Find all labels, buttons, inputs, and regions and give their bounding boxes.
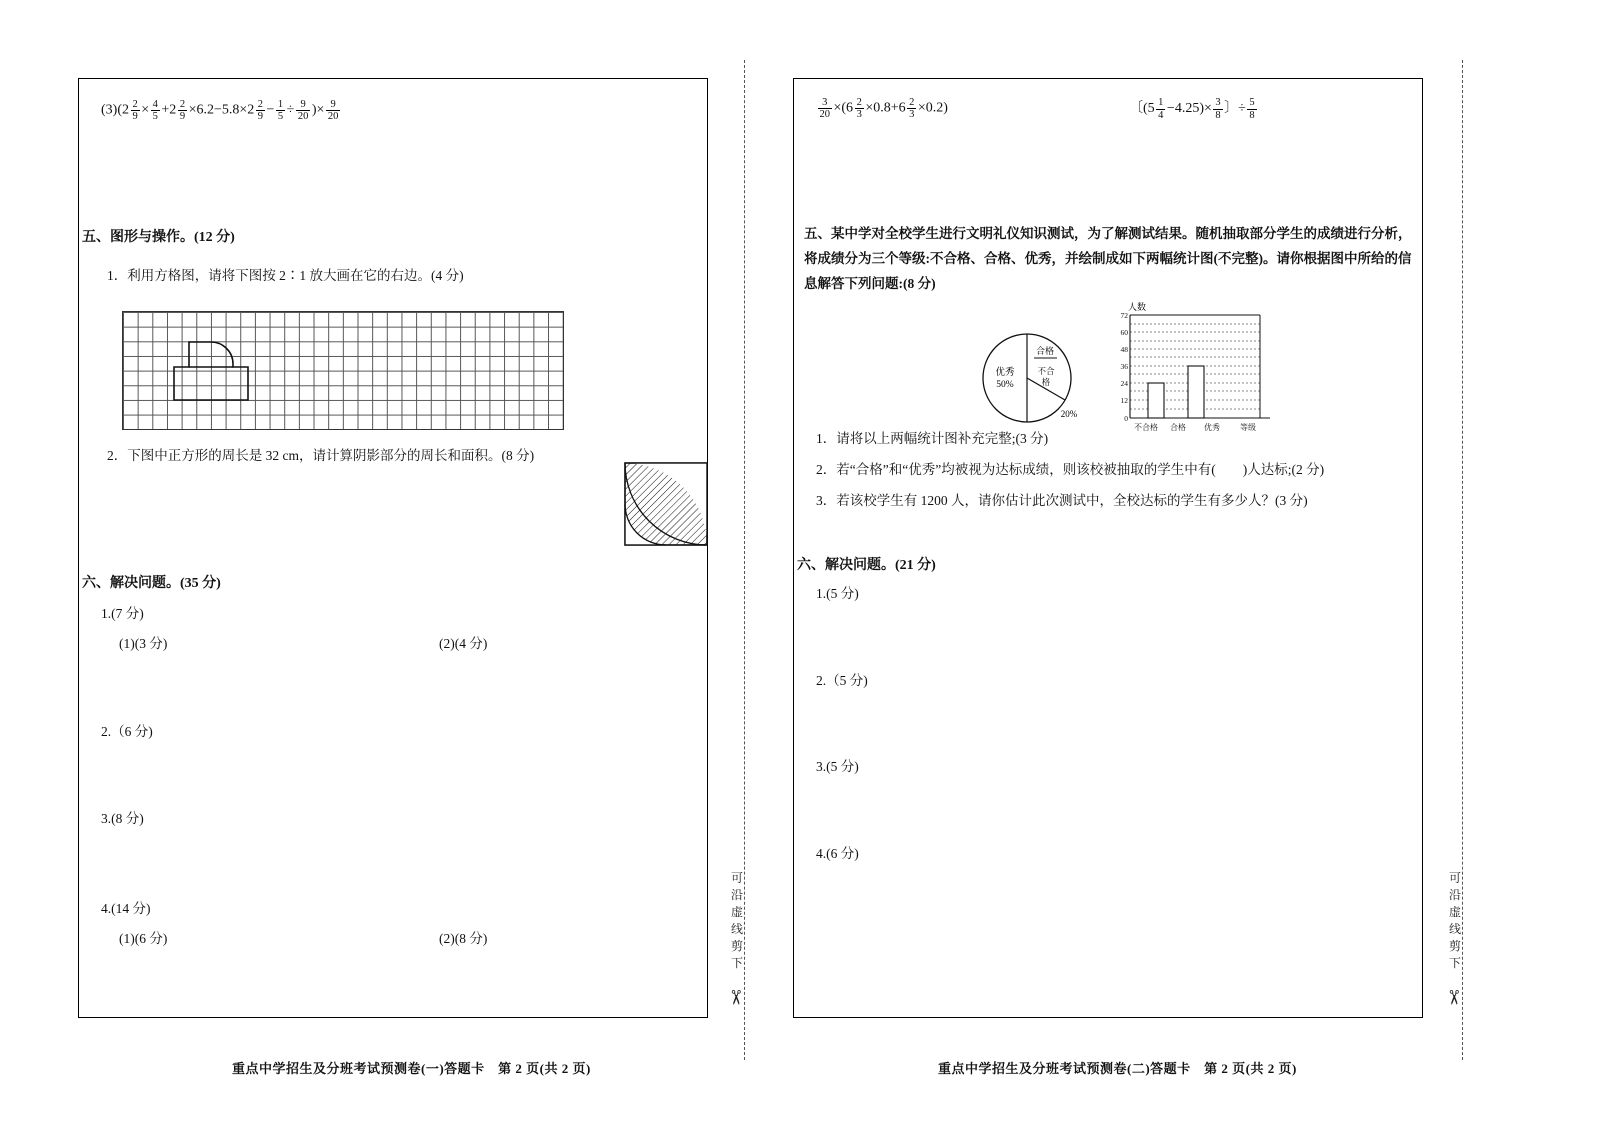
svg-text:12: 12 (1120, 396, 1128, 405)
shaded-square-figure (624, 462, 708, 546)
left-item-1-1: (1)(3 分) (119, 636, 168, 651)
right-item-4: 4.(6 分) (816, 846, 859, 861)
svg-text:24: 24 (1120, 379, 1128, 388)
scissors-icon: ✂ (1441, 989, 1464, 1006)
grid-shape-drawing (123, 312, 563, 429)
left-q1-text: 1．利用方格图，请将下图按 2∶1 放大画在它的右边。(4 分) (107, 268, 464, 283)
svg-text:人数: 人数 (1128, 302, 1147, 312)
cut-instruction-right: 可沿虚线剪下 (1448, 871, 1461, 970)
left-section6-title: 六、解决问题。(35 分) (82, 576, 221, 591)
left-item-1: 1.(7 分) (101, 606, 144, 621)
svg-text:50%: 50% (996, 380, 1014, 390)
svg-text:优秀: 优秀 (1204, 423, 1220, 432)
left-item-4-1: (1)(6 分) (119, 931, 168, 946)
right-q3-text: 3．若该校学生有 1200 人，请你估计此次测试中，全校达标的学生有多少人？(3 分) (816, 493, 1308, 508)
right-q2-text: 2．若“合格”和“优秀”均被视为达标成绩，则该校被抽取的学生中有( )人达标;(2 分) (816, 462, 1325, 477)
svg-text:36: 36 (1120, 362, 1128, 371)
right-item-1: 1.(5 分) (816, 586, 859, 601)
expression-3: (3)(2 $\frac{2}{9}$ × $\frac{4}{5}$ +2 $\frac{2}{9}$ ×6.2−5.8×2 $\frac{2}{9}$ − $\frac{1}{5}$ ÷ $\frac{9}{20}$ )× $\frac{9}{20}$ (101, 99, 339, 123)
svg-text:0: 0 (1124, 414, 1128, 423)
left-item-4-2: (2)(8 分) (439, 931, 488, 946)
left-answer-panel (78, 78, 708, 1018)
left-item-1-2: (2)(4 分) (439, 636, 488, 651)
right-section5-text: 五、某中学对全校学生进行文明礼仪知识测试，为了解测试结果。随机抽取部分学生的成绩进行分析，将成绩分为三个等级:不合格、合格、优秀，并绘制成如下两幅统计图(不完整)。请你根据图中所给的信息解答下列问题:(8 分) (804, 226, 1412, 291)
expression-right-1: $\frac{3}{20}$ ×(6 $\frac{2}{3}$ ×0.8+6 $\frac{2}{3}$ ×0.2) (819, 97, 948, 121)
right-q1-text: 1．请将以上两幅统计图补充完整;(3 分) (816, 431, 1049, 446)
expression-right-2: 〔(5 $\frac{1}{4}$ −4.25)× $\frac{3}{8}$ 〕÷ $\frac{5}{8}$ (1129, 97, 1255, 121)
svg-text:等级: 等级 (1240, 423, 1256, 432)
pie-chart (977, 322, 1087, 434)
left-item-2: 2.（6 分) (101, 724, 153, 739)
right-item-2: 2.（5 分) (816, 673, 868, 688)
left-q2-text: 2．下图中正方形的周长是 32 cm，请计算阴影部分的周长和面积。(8 分) (107, 448, 535, 463)
svg-text:不合格: 不合格 (1134, 423, 1158, 432)
svg-text:48: 48 (1120, 345, 1128, 354)
left-section5-title: 五、图形与操作。(12 分) (82, 230, 235, 245)
left-page-footer: 重点中学招生及分班考试预测卷(一)答题卡 第 2 页(共 2 页) (232, 1061, 591, 1076)
svg-text:不合: 不合 (1037, 366, 1055, 376)
scissors-icon: ✂ (723, 989, 746, 1006)
bar-chart (1102, 300, 1282, 446)
right-answer-panel (793, 78, 1423, 1018)
svg-text:60: 60 (1120, 328, 1128, 337)
left-item-4: 4.(14 分) (101, 901, 151, 916)
right-page-footer: 重点中学招生及分班考试预测卷(二)答题卡 第 2 页(共 2 页) (938, 1061, 1297, 1076)
svg-text:格: 格 (1041, 377, 1051, 387)
svg-text:优秀: 优秀 (995, 368, 1015, 378)
svg-text:72: 72 (1120, 311, 1128, 320)
svg-text:合格: 合格 (1170, 423, 1186, 432)
left-item-3: 3.(8 分) (101, 811, 144, 826)
svg-text:合格: 合格 (1035, 346, 1055, 356)
svg-text:20%: 20% (1060, 409, 1078, 419)
cut-instruction-left: 可沿虚线剪下 (730, 871, 743, 970)
right-item-3: 3.(5 分) (816, 759, 859, 774)
grid-enlargement-figure (122, 311, 564, 430)
right-section6-title: 六、解决问题。(21 分) (797, 558, 936, 573)
